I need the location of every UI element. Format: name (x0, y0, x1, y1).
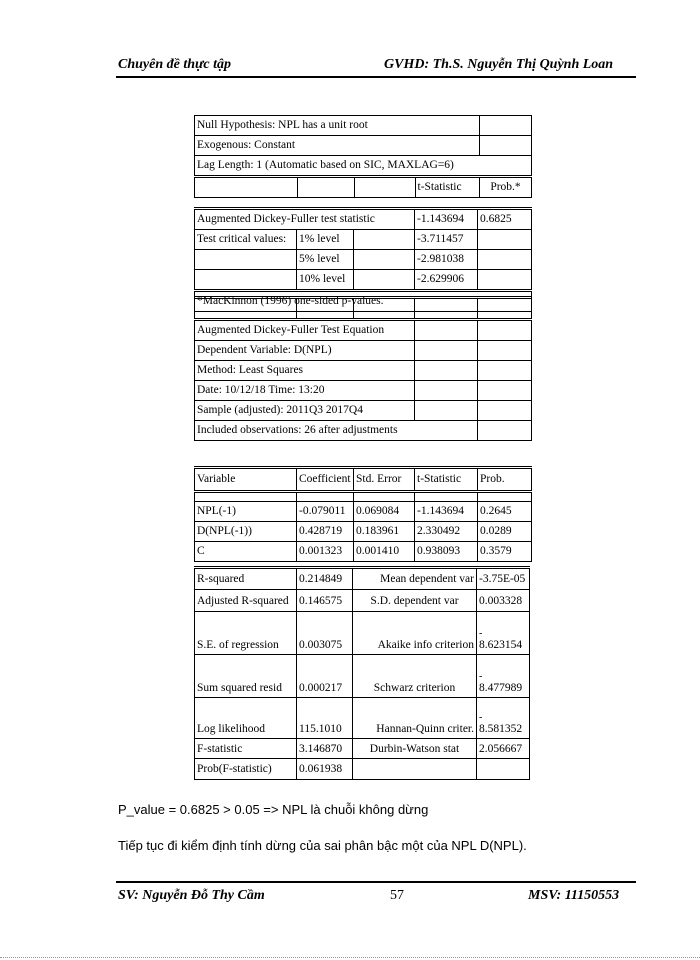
stat-schwarz-sign: - (479, 671, 483, 682)
adf-tstat: -1.143694 (415, 209, 478, 230)
stats-table (194, 566, 530, 780)
stat-ssr-label: Sum squared resid (195, 655, 297, 698)
level-10-value: -2.629906 (415, 270, 478, 291)
coef-cell: 0.428719 (297, 522, 354, 542)
coef-cell: -1.143694 (415, 502, 478, 522)
col-tstat: t-Statistic (417, 181, 462, 193)
coef-header-4: Prob. (478, 468, 532, 492)
exogenous: Exogenous: Constant (195, 136, 480, 156)
coef-cell: 0.183961 (354, 522, 415, 542)
coef-cell: NPL(-1) (195, 502, 297, 522)
next-step-text: Tiếp tục đi kiểm định tính dừng của sai phân bậc một của NPL D(NPL). (118, 838, 527, 853)
stat-f-value: 3.146870 (297, 739, 353, 759)
coef-cell: 2.330492 (415, 522, 478, 542)
stat-r2-value: 0.214849 (297, 568, 353, 590)
lag-length: Lag Length: 1 (Automatic based on SIC, MAXLAG=6) (195, 156, 532, 177)
stat-loglik-label: Log likelihood (195, 698, 297, 739)
stat-akaike-value: 8.623154 (479, 639, 523, 651)
stat-dw-value: 2.056667 (477, 739, 530, 759)
eq-dependent: Dependent Variable: D(NPL) (195, 341, 415, 361)
header-rule (116, 76, 636, 78)
stat-r2-label: R-squared (195, 568, 297, 590)
eq-sample: Sample (adjusted): 2011Q3 2017Q4 (195, 401, 415, 421)
table-row (195, 502, 532, 522)
stat-sd-label: S.D. dependent var (353, 590, 477, 612)
stat-adjr2-label: Adjusted R-squared (195, 590, 297, 612)
coef-cell: 0.001410 (354, 542, 415, 562)
coef-table (194, 466, 532, 562)
level-1-value: -3.711457 (415, 230, 478, 250)
equation-table (194, 296, 532, 441)
coef-cell: 0.2645 (478, 502, 532, 522)
eq-date: Date: 10/12/18 Time: 13:20 (195, 381, 415, 401)
stat-akaike-sign: - (479, 628, 483, 639)
mackinnon-note: *MacKinnon (1996) one-sided p-values. (195, 291, 532, 312)
level-10: 10% level (297, 270, 354, 291)
coef-cell: 0.069084 (354, 502, 415, 522)
stat-adjr2-value: 0.146575 (297, 590, 353, 612)
stat-schwarz-value: 8.477989 (479, 682, 523, 694)
adf-prob: 0.6825 (478, 209, 532, 230)
coef-cell: 0.938093 (415, 542, 478, 562)
col-prob: Prob.* (480, 177, 532, 198)
table-row (195, 542, 532, 562)
stat-mean-label: Mean dependent var (353, 568, 477, 590)
stat-ssr-value: 0.000217 (297, 655, 353, 698)
level-1: 1% level (297, 230, 354, 250)
null-hypothesis: Null Hypothesis: NPL has a unit root (195, 116, 480, 136)
coef-header-1: Coefficient (297, 468, 354, 492)
hypothesis-table (194, 115, 532, 198)
level-5-value: -2.981038 (415, 250, 478, 270)
footer-student-id: MSV: 11150553 (528, 888, 620, 903)
coef-cell: -0.079011 (297, 502, 354, 522)
stat-dw-label: Durbin-Watson stat (353, 739, 477, 759)
stat-sd-value: 0.003328 (477, 590, 530, 612)
page-number: 57 (390, 888, 404, 903)
coef-cell: 0.3579 (478, 542, 532, 562)
adf-label: Augmented Dickey-Fuller test statistic (195, 209, 415, 230)
critical-label: Test critical values: (195, 230, 297, 250)
stat-se-label: S.E. of regression (195, 612, 297, 655)
header-left: Chuyên đề thực tập (118, 57, 232, 72)
table-row (195, 522, 532, 542)
coef-cell: D(NPL(-1)) (195, 522, 297, 542)
level-5: 5% level (297, 250, 354, 270)
stat-mean-value: -3.75E-05 (477, 568, 530, 590)
stat-probf-value: 0.061938 (297, 759, 353, 780)
eq-title: Augmented Dickey-Fuller Test Equation (195, 320, 415, 341)
header-right: GVHD: Th.S. Nguyễn Thị Quỳnh Loan (384, 57, 614, 72)
stat-schwarz-label: Schwarz criterion (353, 655, 477, 698)
stat-hannan-value: 8.581352 (479, 723, 523, 735)
stat-f-label: F-statistic (195, 739, 297, 759)
eq-method: Method: Least Squares (195, 361, 415, 381)
coef-cell: 0.001323 (297, 542, 354, 562)
stat-se-value: 0.003075 (297, 612, 353, 655)
stat-loglik-value: 115.1010 (297, 698, 353, 739)
stat-probf-label: Prob(F-statistic) (195, 759, 297, 780)
coef-header-0: Variable (195, 468, 297, 492)
page-break-line (0, 957, 700, 958)
eq-included: Included observations: 26 after adjustments (195, 421, 478, 441)
footer-rule (116, 881, 636, 883)
conclusion-text: P_value = 0.6825 > 0.05 => NPL là chuỗi không dừng (118, 802, 429, 817)
coef-header-3: t-Statistic (415, 468, 478, 492)
coef-cell: C (195, 542, 297, 562)
coef-cell: 0.0289 (478, 522, 532, 542)
coef-header-2: Std. Error (354, 468, 415, 492)
stat-akaike-label: Akaike info criterion (353, 612, 477, 655)
stat-hannan-sign: - (479, 712, 483, 723)
stat-hannan-label: Hannan-Quinn criter. (353, 698, 477, 739)
footer-student: SV: Nguyễn Đỗ Thy Cầm (118, 888, 265, 903)
